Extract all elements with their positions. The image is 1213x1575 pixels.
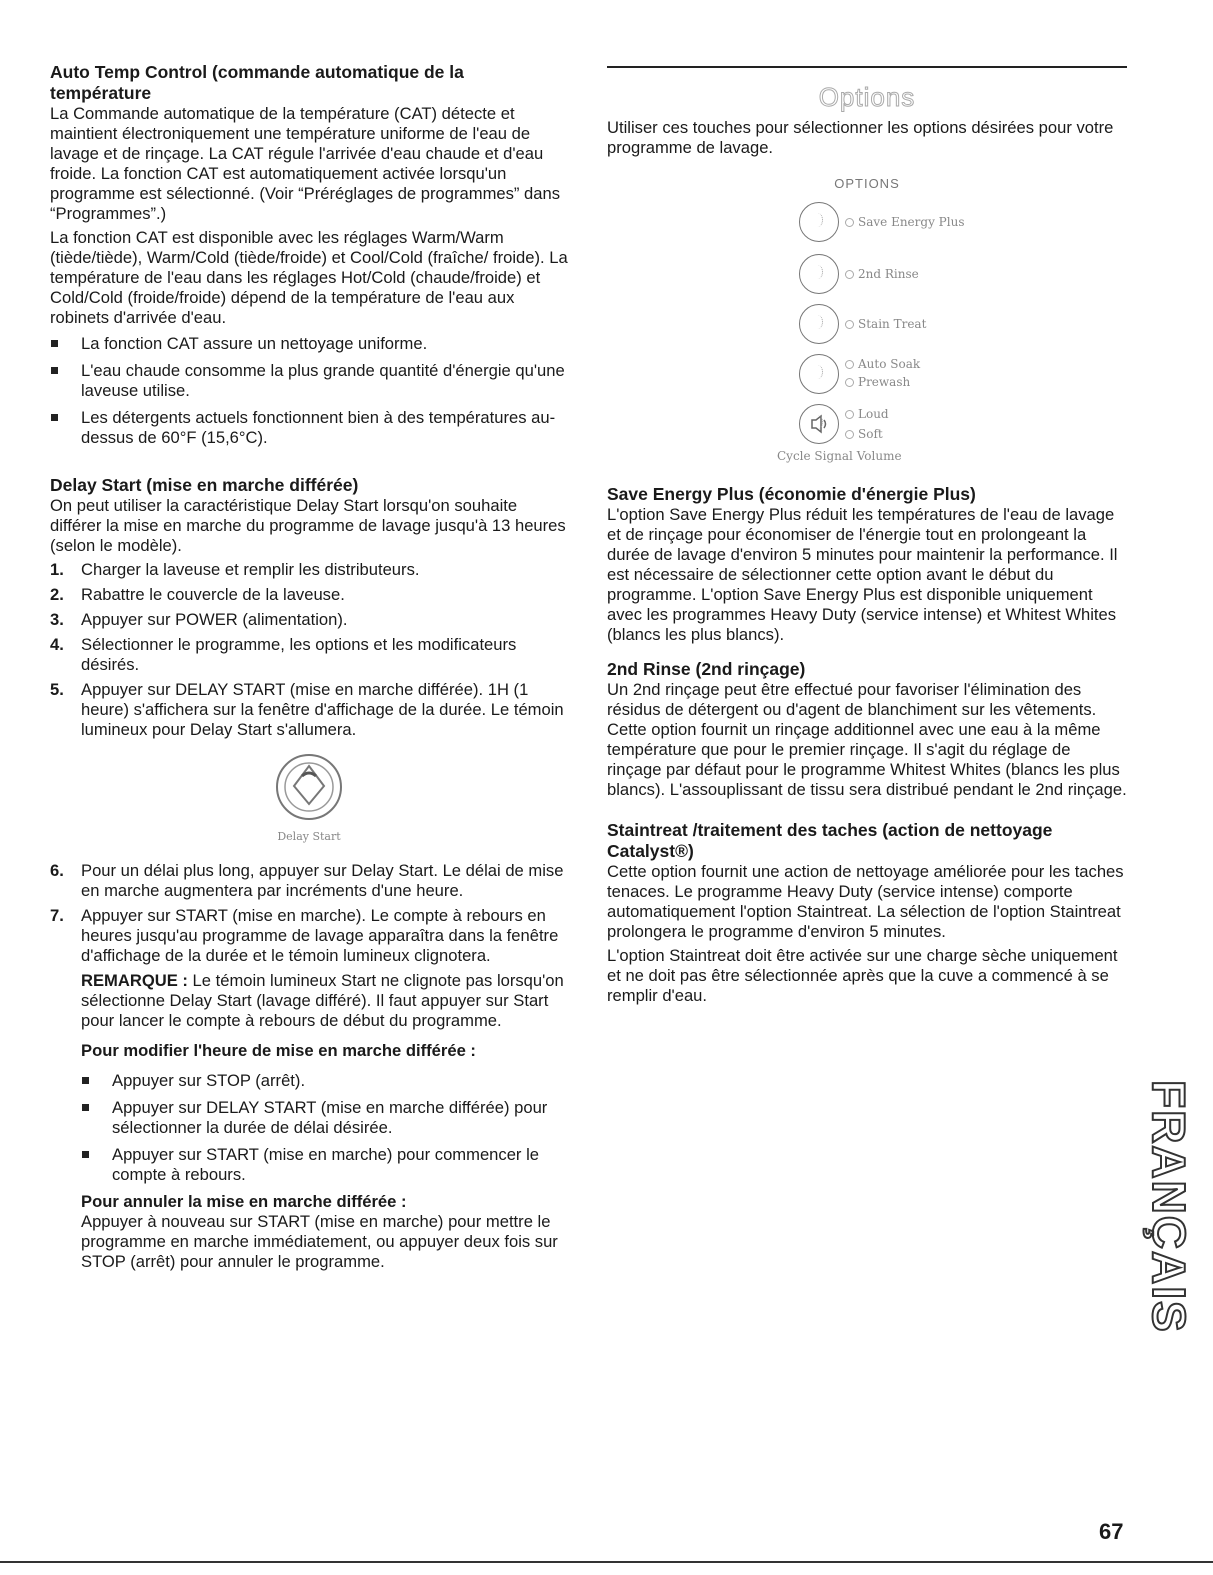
option-label: Auto Soak bbox=[858, 357, 921, 371]
delay-start-steps-b bbox=[50, 861, 568, 966]
step-number: 2. bbox=[50, 585, 64, 604]
cycle-signal-button[interactable] bbox=[799, 404, 839, 444]
list-item bbox=[50, 610, 568, 630]
option-label: Loud bbox=[858, 407, 889, 421]
list-item bbox=[50, 861, 568, 901]
delay-start-intro: On peut utiliser la caractéristique Delay Start lorsqu'on souhaite différer la mise en marche du programme de lavage jusqu'à 13 heures (selon le modèle). bbox=[50, 496, 566, 555]
led-icon bbox=[845, 270, 854, 279]
delay-start-note bbox=[50, 971, 568, 1031]
speaker-icon bbox=[800, 405, 838, 443]
list-item: Appuyer sur STOP (arrêt). bbox=[50, 1071, 568, 1091]
step-number: 7. bbox=[50, 906, 64, 925]
list-item: La fonction CAT assure un nettoyage uniforme. bbox=[50, 334, 568, 354]
save-energy-plus-label bbox=[845, 212, 964, 232]
step-text: Rabattre le couvercle de la laveuse. bbox=[81, 585, 345, 604]
second-rinse-button[interactable] bbox=[799, 254, 839, 294]
step-number: 5. bbox=[50, 680, 64, 699]
section-rule bbox=[607, 66, 1127, 68]
list-item: Appuyer sur DELAY START (mise en marche différée) pour sélectionner la durée de délai désirée. bbox=[50, 1098, 568, 1138]
step-number: 4. bbox=[50, 635, 64, 654]
save-energy-plus-button[interactable] bbox=[799, 202, 839, 242]
step-text: Appuyer sur DELAY START (mise en marche différée). 1H (1 heure) s'affichera sur la fenêtre d'affichage de la durée. Le témoin lumineux pour Delay Start s'allumera. bbox=[81, 680, 564, 739]
step-text: Appuyer sur START (mise en marche). Le compte à rebours en heures jusqu'au programme de lavage apparaîtra dans la fenêtre d'affichage de la durée et le témoin lumineux clignotera. bbox=[81, 906, 559, 965]
language-tab-label: FRANÇAIS bbox=[1143, 1080, 1195, 1334]
list-item: Les détergents actuels fonctionnent bien à des températures au-dessus de 60°F (15,6°C). bbox=[50, 408, 568, 448]
save-energy-text: L'option Save Energy Plus réduit les températures de l'eau de lavage et de rinçage pour économiser de l'énergie tout en prolongeant la durée de lavage d'environ 5 minutes pour maintenir la performance. Il est nécessaire de sélectionner cette option avant le début du programme. L'option Save Energy Plus est disponible uniquement avec les programmes Heavy Duty (service intense) et Whitest Whites (blancs les plus blancs). bbox=[607, 505, 1118, 644]
auto-temp-heading: Auto Temp Control (commande automatique de la température bbox=[50, 62, 464, 103]
option-label: Save Energy Plus bbox=[858, 215, 965, 229]
note-text: Le témoin lumineux Start ne clignote pas lorsqu'on sélectionne Delay Start (lavage différé). Il faut appuyer sur Start pour lancer le compte à rebours de début du programme. bbox=[81, 971, 564, 1030]
delay-start-steps-a bbox=[50, 560, 568, 740]
prewash-label bbox=[845, 372, 910, 392]
cycle-signal-caption: Cycle Signal Volume bbox=[777, 449, 902, 463]
options-panel bbox=[607, 174, 1127, 464]
led-icon bbox=[845, 218, 854, 227]
staintreat-paragraph-2: L'option Staintreat doit être activée sur une charge sèche uniquement et ne doit pas être sélectionnée après que la cuve a commencé à se remplir d'eau. bbox=[607, 946, 1118, 1005]
loud-label bbox=[845, 404, 889, 424]
second-rinse-heading: 2nd Rinse (2nd rinçage) bbox=[607, 659, 806, 679]
option-label: 2nd Rinse bbox=[858, 267, 919, 281]
delay-start-caption: Delay Start bbox=[277, 830, 341, 843]
save-energy-heading: Save Energy Plus (économie d'énergie Plus) bbox=[607, 484, 976, 504]
soak-prewash-button[interactable] bbox=[799, 354, 839, 394]
led-icon bbox=[845, 378, 854, 387]
step-text: Charger la laveuse et remplir les distributeurs. bbox=[81, 560, 420, 579]
delay-start-button-icon bbox=[274, 752, 344, 822]
led-icon bbox=[845, 430, 854, 439]
options-section-title: Options bbox=[818, 82, 916, 112]
led-icon bbox=[845, 360, 854, 369]
list-item: L'eau chaude consomme la plus grande quantité d'énergie qu'une laveuse utilise. bbox=[50, 361, 568, 401]
cancel-text: Appuyer à nouveau sur START (mise en marche) pour mettre le programme en marche immédiatement, ou appuyer deux fois sur STOP (arrêt) pour annuler le programme. bbox=[81, 1212, 558, 1271]
bottom-rule bbox=[0, 1561, 1213, 1563]
cancel-heading: Pour annuler la mise en marche différée : bbox=[81, 1192, 407, 1211]
modify-bullets bbox=[50, 1071, 568, 1185]
led-icon bbox=[845, 320, 854, 329]
language-side-tab bbox=[1143, 1080, 1200, 1350]
staintreat-paragraph-1: Cette option fournit une action de nettoyage améliorée pour les taches tenaces. Le programme Heavy Duty (service intense) comporte automatiquement l'option Staintreat. La sélection de l'option Staintreat prolongera le programme d'environ 5 minutes. bbox=[607, 862, 1124, 941]
list-item bbox=[50, 560, 568, 580]
page-number: 67 bbox=[1099, 1519, 1124, 1544]
second-rinse-label bbox=[845, 264, 919, 284]
list-item bbox=[50, 635, 568, 675]
list-item bbox=[50, 680, 568, 740]
option-label: Soft bbox=[858, 427, 883, 441]
options-panel-title: OPTIONS bbox=[834, 176, 900, 191]
stain-treat-label bbox=[845, 314, 926, 334]
auto-temp-paragraph-2: La fonction CAT est disponible avec les réglages Warm/Warm (tiède/tiède), Warm/Cold (tiède/froide) et Cool/Cold (fraîche/ froide). La température de l'eau dans les réglages Hot/Cold (chaude/froide) et Cold/Cold (froide/froide) dépend de la température de l'eau aux robinets d'arrivée d'eau. bbox=[50, 228, 568, 327]
list-item bbox=[50, 585, 568, 605]
step-number: 3. bbox=[50, 610, 64, 629]
right-column bbox=[607, 118, 1127, 1006]
list-item bbox=[50, 906, 568, 966]
soft-label bbox=[845, 424, 883, 444]
second-rinse-text: Un 2nd rinçage peut être effectué pour favoriser l'élimination des résidus de détergent ou d'agent de blanchiment sur les vêtements. Cette option fournit un rinçage additionnel avec une eau à la même température que pour le premier rinçage. Il s'agit du réglage de rinçage par défaut pour le programme Whitest Whites (blancs les plus blancs). L'assouplissant de tissu sera distribué pendant le 2nd rinçage. bbox=[607, 680, 1127, 799]
list-item: Appuyer sur START (mise en marche) pour commencer le compte à rebours. bbox=[50, 1145, 568, 1185]
option-label: Stain Treat bbox=[858, 317, 927, 331]
auto-temp-paragraph-1: La Commande automatique de la température (CAT) détecte et maintient électroniquement une température uniforme de l'eau de lavage et de rinçage. La CAT régule l'arrivée d'eau chaude et d'eau froide. La fonction CAT est automatiquement activée lorsqu'un programme est sélectionné. (Voir “Préréglages de programmes” dans “Programmes”.) bbox=[50, 104, 561, 223]
staintreat-heading: Staintreat /traitement des taches (action de nettoyage Catalyst®) bbox=[607, 820, 1053, 861]
stain-treat-button[interactable] bbox=[799, 304, 839, 344]
step-text: Appuyer sur POWER (alimentation). bbox=[81, 610, 348, 629]
step-number: 1. bbox=[50, 560, 64, 579]
auto-temp-bullets bbox=[50, 334, 568, 448]
delay-start-figure bbox=[50, 752, 568, 847]
step-text: Sélectionner le programme, les options et les modificateurs désirés. bbox=[81, 635, 517, 674]
option-label: Prewash bbox=[858, 375, 911, 389]
delay-start-heading: Delay Start (mise en marche différée) bbox=[50, 475, 359, 495]
options-intro: Utiliser ces touches pour sélectionner les options désirées pour votre programme de lavage. bbox=[607, 118, 1114, 157]
left-column bbox=[50, 62, 568, 1272]
led-icon bbox=[845, 410, 854, 419]
step-number: 6. bbox=[50, 861, 64, 880]
auto-soak-label bbox=[845, 354, 920, 374]
note-label: REMARQUE : bbox=[81, 971, 188, 990]
modify-heading: Pour modifier l'heure de mise en marche différée : bbox=[81, 1041, 476, 1060]
step-text: Pour un délai plus long, appuyer sur Delay Start. Le délai de mise en marche augmentera par incréments d'une heure. bbox=[81, 861, 564, 900]
